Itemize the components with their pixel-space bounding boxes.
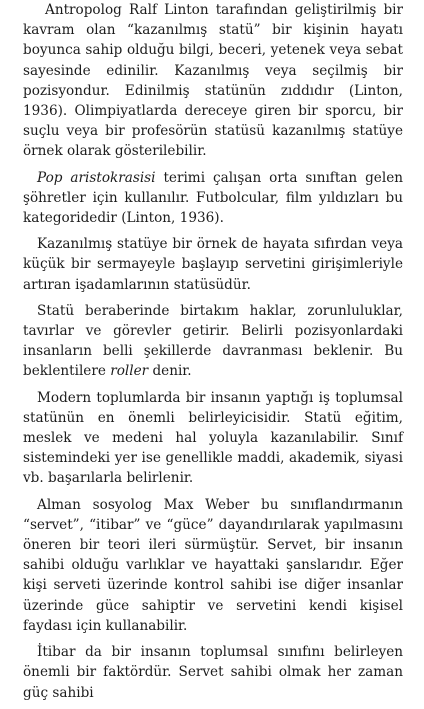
text-segment: Statü beraberinde birtakım haklar, zorunluluklar, tavırlar ve görevler getirir. Belirli pozisyonlardaki insanların belli şekillerde davranması beklenir. Bu beklentilere	[23, 302, 403, 380]
paragraph-achieved-status-definition	[23, 0, 403, 162]
paragraph-pop-aristocracy	[23, 168, 403, 229]
text-segment: Alman sosyolog Max Weber bu sınıflandırmanın “servet”, “itibar” ve “güce” dayandırılarak yapılmasını öneren bir teori ileri sürmüştür. Servet, bir insanın sahibi olduğu varlıklar ve hayattaki şanslarıdır. Eğer kişi serveti üzerinde kontrol sahibi ise diğer insanlar üzerinde güce sahiptir ve servetini kendi kişisel faydası için kullanabilir.	[23, 496, 403, 634]
paragraph-roles	[23, 301, 403, 382]
paragraph-business-example	[23, 234, 403, 295]
text-segment: Modern toplumlarda bir insanın yaptığı iş toplumsal statünün en önemli belirleyicisidir. Statü eğitim, meslek ve medeni hal yoluyla kazanılabilir. Sınıf sistemindeki yer ise genellikle maddi, akademik, siyasi vb. başarılarla belirlenir.	[23, 389, 403, 487]
paragraph-prestige	[23, 642, 403, 703]
paragraph-max-weber	[23, 495, 403, 636]
paragraph-modern-societies	[23, 388, 403, 489]
text-segment: denir.	[148, 363, 192, 380]
text-segment: terimi çalışan orta sınıftan gelen şöhretler için kullanılır. Futbolcular, film yıldızları bu kategoridedir (Linton, 1936).	[23, 169, 403, 227]
italic-term-pop-aristokrasisi: Pop aristokrasisi	[37, 169, 156, 186]
text-segment: Kazanılmış statüye bir örnek de hayata sıfırdan veya küçük bir sermayeyle başlayıp servetini girişimleriyle artıran işadamlarının statüsüdür.	[23, 236, 403, 293]
book-page	[23, 0, 403, 709]
text-segment: Antropolog Ralf Linton tarafından geliştirilmiş bir kavram olan “kazanılmış statü” bir kişinin hayatı boyunca sahip olduğu bilgi, beceri, yetenek veya sebat sayesinde edinilir. Kazanılmış veya seçilmiş bir pozisyondur. Edinilmiş statünün zıddıdır (Linton, 1936). Olimpiyatlarda dereceye giren bir sporcu, bir suçlu veya bir profesörün statüsü kazanılmış statüye örnek olarak gösterilebilir.	[23, 2, 403, 160]
italic-term-roller: roller	[110, 363, 149, 380]
text-segment: İtibar da bir insanın toplumsal sınıfını belirleyen önemli bir faktördür. Servet sahibi olmak her zaman güç sahibi	[23, 644, 403, 701]
